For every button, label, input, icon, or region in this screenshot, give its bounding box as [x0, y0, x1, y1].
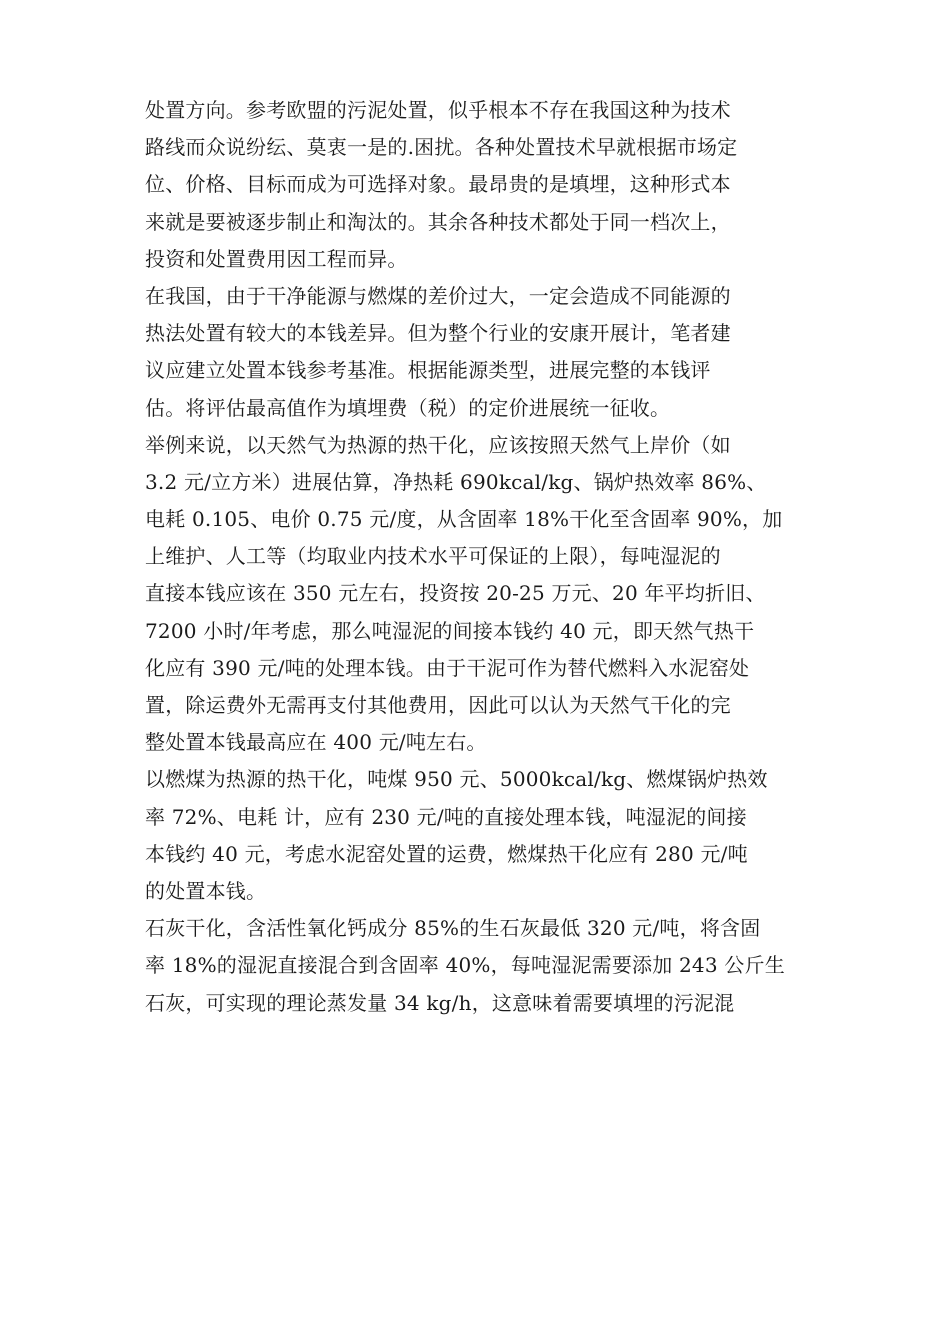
text-line: 投资和处置费用因工程而异。: [145, 246, 408, 271]
text-line: 置，除运费外无需再支付其他费用，因此可以认为天然气干化的完: [145, 693, 731, 717]
text-line: 路线而众说纷纭、莫衷一是的.困扰。各种处置技术早就根据市场定: [145, 135, 738, 160]
text-line: 率 18%的湿泥直接混合到含固率 40%，每吨湿泥需要添加 243 公斤生: [145, 953, 785, 978]
text-line: 来就是要被逐步制止和淘汰的。其余各种技术都处于同一档次上，: [145, 209, 731, 234]
text-line: 上维护、人工等（均取业内技术水平可保证的上限），每吨湿泥的: [145, 544, 721, 569]
text-line: 在我国，由于干净能源与燃煤的差价过大，一定会造成不同能源的: [145, 283, 731, 308]
text-line: 举例来说，以天然气为热源的热干化，应该按照天然气上岸价（如: [145, 432, 731, 457]
document-body: [145, 92, 810, 1022]
text-line: 处置方向。参考欧盟的污泥处置，似乎根本不存在我国这种为技术: [145, 98, 731, 122]
text-line: 化应有 390 元/吨的处理本钱。由于干泥可作为替代燃料入水泥窑处: [145, 655, 750, 680]
paragraph-1: [145, 92, 810, 278]
text-line: 热法处置有较大的本钱差异。但为整个行业的安康开展计，笔者建: [145, 321, 731, 346]
text-line: 以燃煤为热源的热干化，吨煤 950 元、5000kcal/kg、燃煤锅炉热效: [145, 767, 768, 792]
text-line: 议应建立处置本钱参考基准。根据能源类型，进展完整的本钱评: [145, 358, 711, 383]
text-line: 位、价格、目标而成为可选择对象。最昂贵的是填埋，这种形式本: [145, 172, 731, 197]
text-line: 率 72%、电耗 计，应有 230 元/吨的直接处理本钱，吨湿泥的间接: [145, 804, 747, 829]
text-line: 7200 小时/年考虑，那么吨湿泥的间接本钱约 40 元，即天然气热干: [145, 618, 755, 643]
paragraph-3: [145, 427, 810, 762]
text-line: 本钱约 40 元，考虑水泥窑处置的运费，燃煤热干化应有 280 元/吨: [145, 841, 748, 866]
text-line: 石灰干化，含活性氧化钙成分 85%的生石灰最低 320 元/吨，将含固: [145, 916, 761, 941]
paragraph-5: [145, 910, 810, 1022]
text-line: 直接本钱应该在 350 元左右，投资按 20-25 万元、20 年平均折旧、: [145, 581, 766, 606]
text-line: 石灰，可实现的理论蒸发量 34 kg/h，这意味着需要填埋的污泥混: [145, 990, 735, 1015]
paragraph-4: [145, 761, 810, 910]
paragraph-2: [145, 278, 810, 427]
text-line: 整处置本钱最高应在 400 元/吨左右。: [145, 730, 487, 755]
text-line: 3.2 元/立方米）进展估算，净热耗 690kcal/kg、锅炉热效率 86%、: [145, 469, 767, 494]
text-line: 的处置本钱。: [145, 878, 267, 903]
text-line: 估。将评估最高值作为填埋费（税）的定价进展统一征收。: [145, 395, 671, 420]
text-line: 电耗 0.105、电价 0.75 元/度，从含固率 18%干化至含固率 90%，加: [145, 507, 783, 532]
